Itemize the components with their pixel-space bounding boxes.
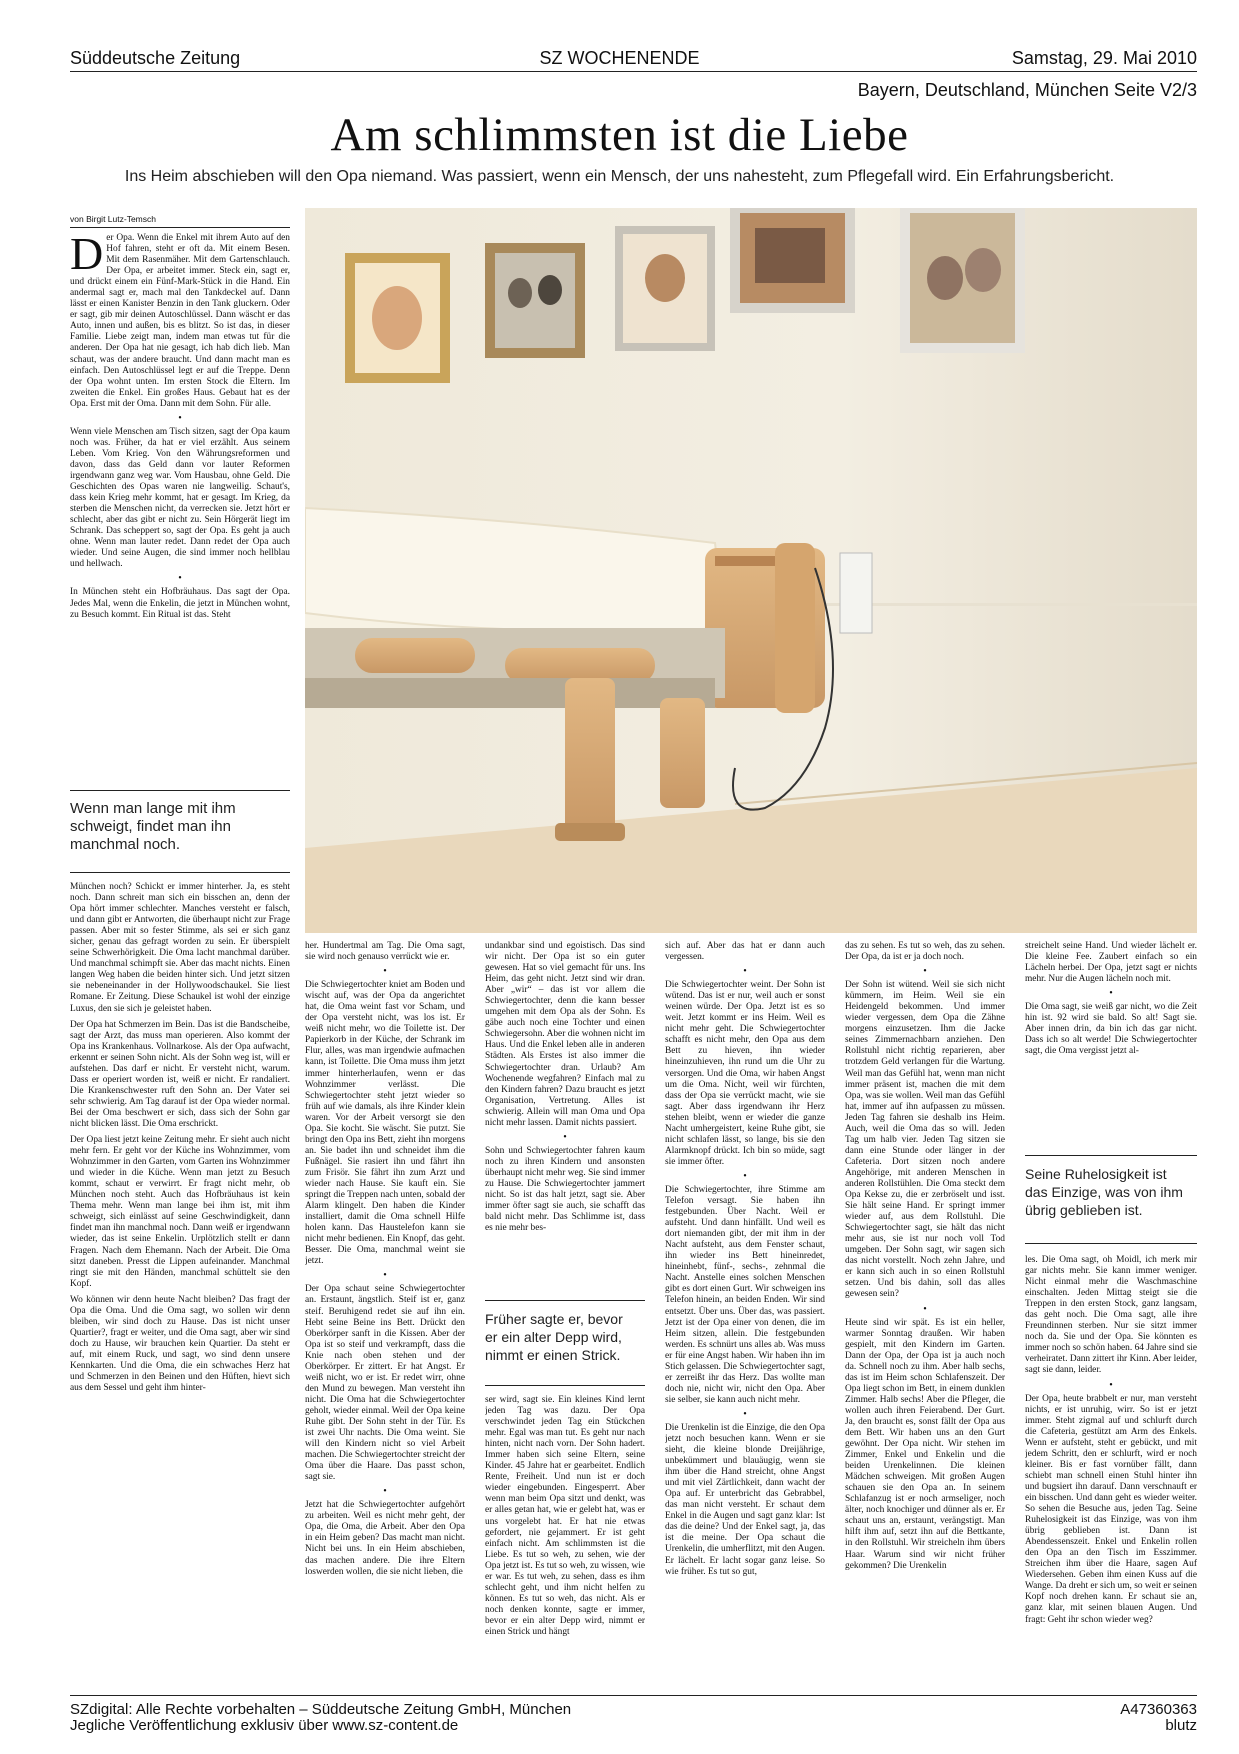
issue-date: Samstag, 29. Mai 2010 (1011, 48, 1197, 68)
paragraph: Der Opa liest jetzt keine Zeitung mehr. Er sieht auch nicht mehr fern. Er geht vor der Küche ins Wohnzimmer, vom Wohnzimmer in den Garten, vom Garten ins Wohnzimmer und wieder in die Küche. Wenn man jetzt zu Besuch kommt, schaut er verwirrt. Er fragt nicht mehr, ob München noch steht. Auch das Hofbräuhaus ist kein Thema mehr. Wenn man lange bei ihm ist, mit ihm schweigt, sich einlässt auf seine Geschwindigkeit, dann findet man ihn manchmal noch. Dann weiß er irgendwann wieder, das ist seine Enkelin. Urplötzlich stellt er dann Fragen. Nach dem Ehemann. Nach der Arbeit. Die Oma sitzt daneben. Presst die Lippen aufeinander. Manchmal ringt sie mit den Händen, manchmal schüttelt sie den Kopf. (70, 1135, 290, 1289)
paragraph: das zu sehen. Es tut so weh, das zu sehen. Der Opa, da ist er ja doch noch. (845, 941, 1005, 963)
paragraph: undankbar sind und egoistisch. Das sind wir nicht. Der Opa ist so ein guter gewesen. Hat so viel gemacht für uns. Ins Heim, das geht nicht. Jetzt sind wir dran. Aber „wir“ – das ist vor allem die Schwiegertochter, denn die kann besser umgehen mit dem Opa als der Sohn. Es gäbe auch noch eine Tochter und einen Schwiegersohn. Aber die wohnen nicht im Haus. Und die Enkel leben alle in anderen Städten. Als Erstes ist also immer die Schwiegertochter dran. Urlaub? Am Wochenende wegfahren? Einfach mal zu den Kindern fahren? Dazu braucht es jetzt Organisation, Vertretung. Alles ist schwierig. Allein will man Oma und Opa nicht mehr lassen. Damit nichts passiert. (485, 941, 645, 1128)
pull-quote-rule-bottom (70, 872, 290, 873)
section-dot: • (563, 1131, 567, 1143)
column-6-top (1025, 941, 1197, 1146)
section-dot: • (923, 1303, 927, 1315)
paragraph: Wenn viele Menschen am Tisch sitzen, sagt der Opa kaum noch was. Früher, da hat er viel erzählt. Aus seinem Leben. Vom Krieg. Von den Währungsreformen und davon, dass das Geld dann vor lauter Reformen irgendwann ganz weg war. Vom Hausbau, ohne Geld. Die Geschichten des Opas waren nie langweilig. Schaut's, dass kein Krieg mehr kommt, hat er gesagt. Im Krieg, da sterben die Menschen nicht, da verrecken sie. Jetzt hört er schlecht, aber das gibt er nicht zu. Sein Hörgerät liegt im Schrank. Das scheppert so, sagt der Opa. Es geht ja auch ohne. Wenn man lauter redet. Dann redet der Opa auch wieder. Und seine Augen, die sind immer noch hellblau und hellwach. (70, 426, 290, 570)
section-dot: • (178, 573, 182, 585)
section-dot: • (743, 1408, 747, 1420)
bed-room-photo (305, 208, 1197, 933)
section-dot: • (178, 412, 182, 424)
column-6-bottom (1025, 1255, 1197, 1685)
paragraph: Der Opa hat Schmerzen im Bein. Das ist die Bandscheibe, sagt der Arzt, das muss man operieren. Also kommt der Opa ins Krankenhaus. Vollnarkose. Als der Opa aufwacht, erkennt er seinen Sohn nicht. Als der Sohn weg ist, will er aufstehen. Das darf er nicht. Er versteht nicht, warum. Dass er operiert worden ist, weiß er nicht. Er randaliert. Die Krankenschwester ruft den Sohn an. Der Vater sei sehr schwierig. Am Tag darauf ist der Opa wieder normal. Bei der Oma beschwert er sich, dass sich der Sohn gar nicht blicken lässt. Die Oma erschrickt. (70, 1019, 290, 1129)
picture-frame-2 (485, 243, 585, 358)
picture-frame-4 (730, 208, 855, 313)
author-code: blutz (1165, 1717, 1197, 1734)
section-dot: • (923, 966, 927, 978)
paragraph: er Opa. Wenn die Enkel mit ihrem Auto auf den Hof fahren, steht er oft da. Mit einem Besen. Mit dem Rasenmäher. Mit dem Gartenschlauch. Der Opa, er arbeitet immer. Steck ein, sagt er, und drückt einem ein Fünf-Mark-Stück in die Hand. Ein andermal sagt er, mach mal den Tankdeckel auf. Dann lässt er einen Kanister Benzin in den Tank gluckern. Oder er sagt, gib mir deinen Autoschlüssel. Dann wäscht er das Auto, innen und außen, bis es blitzt. So ist das, in dieser Familie. Liebe zeigt man, indem man etwas tut für die anderen. Der Opa hat nie gesagt, ich hab dich lieb. Man schaut, was der andere braucht. Und dann macht man es einfach. Den Autoschlüssel legt er auf die Treppe. Denn der Opa wohnt unten. Im ersten Stock die Eltern. Im zweiten die Enkel. Ein großes Haus. Gebaut hat es der Opa. Erst mit der Oma. Dann mit dem Sohn. Für alle. (70, 233, 290, 409)
paragraph: Die Urenkelin ist die Einzige, die den Opa jetzt noch besuchen kann. Wenn er sie sieht, die kleine blonde Dreijährige, unbekümmert und blauäugig, wenn sie ihm über die Hand streicht, ohne Angst und mit viel Zärtlichkeit, dann wacht der Opa auf. Er unterbricht das Gebrabbel, das man nicht versteht. Er schaut dem Enkel in die Augen und sagt ganz klar: Ist das die deine? Und der Enkel sagt, ja, das ist die meine. Der Opa schaut die Urenkelin, die umherflitzt, mit den Augen. Er lächelt. Er lacht sogar ganz leise. So wie früher. Es tut so gut, (665, 1422, 825, 1577)
column-5 (845, 941, 1005, 1686)
paragraph: les. Die Oma sagt, oh Moidl, ich merk mir gar nichts mehr. Sie kann immer weniger. Nicht einmal mehr die Waschmaschine einschalten. Jeden Mittag steigt sie die Treppen in den ersten Stock, ganz langsam, das geht noch. Die Oma sagt, alle ihre Freundinnen sterben. Nur sie sitzt immer noch da. Sie und der Opa. Sie könnten es immer noch so schön haben. 64 Jahre sind sie verheiratet. Dann zittert ihr Kinn. Aber leider, sagt sie dann, leider. (1025, 1255, 1197, 1376)
article-title: Am schlimmsten ist die Liebe (330, 109, 909, 161)
column-4 (665, 941, 825, 1686)
header-rule (70, 71, 1197, 72)
column-3-bottom (485, 1395, 645, 1685)
newspaper-name: Süddeutsche Zeitung (70, 48, 241, 68)
paragraph: In München steht ein Hofbräuhaus. Das sagt der Opa. Jedes Mal, wenn die Enkelin, die jetzt in München wohnt, zu Besuch kommt. Ein Ritual ist das. Steht (70, 587, 290, 620)
column-3-top (485, 941, 645, 1286)
section-dot: • (383, 966, 387, 978)
footer-rights: SZdigital: Alle Rechte vorbehalten – Süddeutsche Zeitung GmbH, München (70, 1701, 572, 1718)
picture-frame-3 (615, 226, 715, 351)
paragraph: Der Sohn ist wütend. Weil sie sich nicht kümmern, im Heim. Weil sie ein Heidengeld bekommen. Und immer wieder vergessen, dem Opa die Zähne morgens einzusetzen. Ihm die Jacke seines Zimmernachbarn anziehen. Den Rollstuhl nicht richtig reparieren, aber trotzdem Geld verlangen für die Wartung. Weil man das Gefühl hat, wenn man nicht immer präsent ist, machen die mit dem Opa, was sie wollen. Weil man das Gefühl hat, immer auf ihn aufpassen zu müssen. Jeden Tag fahren sie deshalb ins Heim. Auch, weil die Oma das so will. Jeden Tag um halb vier. Jeden Tag sitzen sie dann eine Stunde oder länger in der Cafeteria. Dort sitzen noch andere Angehörige, mit anderen Menschen in anderen Rollstühlen. Die Oma steckt dem Opa Kekse zu, die er zerbröselt und isst. Sie hält seine Hand. Er springt immer wieder auf, aus dem Rollstuhl. Die Schwiegertochter sagt, sie hält das nicht mehr aus, sie ist nur noch voll Tod umgeben. Der Sohn sagt, wir sagen sich das nicht vorstellt. Noch zehn Jahre, und er kann sich auch in so einen Rollstuhl setzen. Und bis dahin, soll das alles gewesen sein? (845, 980, 1005, 1300)
section-dot: • (383, 1486, 387, 1498)
section-name: SZ WOCHENENDE (539, 48, 700, 68)
paragraph: München noch? Schickt er immer hinterher. Ja, es steht noch. Dann schreit man sich ein bisschen an, denn der Opa hört immer schlechter. Manches versteht er falsch, und dann gibt er Antworten, die überhaupt nicht zur Frage passen. Aber mit so fester Stimme, als sei er sich ganz sicher, genau das gefragt worden zu sein. Er überspielt seine Schwerhörigkeit. Die Oma lacht manchmal darüber. Und manchmal schimpft sie. Aber das macht nichts. Einen langen Weg haben die beiden hinter sich. Und jetzt sitzen sie nebeneinander in der Hollywoodschaukel. Sie liest Romane. Er Zeitung. Diese Schaukel ist wohl der einzige Luxus, den sie sich je geleistet haben. (70, 882, 290, 1014)
paragraph: Sohn und Schwiegertochter fahren kaum noch zu ihren Kindern und ansonsten überhaupt nicht mehr weg. Sie sind immer zu Hause. Die Schwiegertochter jammert nicht. So ist das halt jetzt, sagt sie. Aber immer öfter sagt sie auch, sie schafft das bald nicht mehr. Das Schlimme ist, dass es nie mehr bes- (485, 1145, 645, 1234)
paragraph: streichelt seine Hand. Und wieder lächelt er. Die kleine Fee. Zaubert einfach so ein Lächeln herbei. Der Opa, jetzt sagt er nichts mehr. Nur die Augen lächeln noch mit. (1025, 941, 1197, 985)
footer-exclusive: Jegliche Veröffentlichung exklusiv über www.sz-content.de (70, 1717, 459, 1734)
section-dot: • (743, 1170, 747, 1182)
pull-quote-rule-top (70, 790, 290, 791)
pull-quote: Früher sagte er, bevor er ein alter Depp wird, nimmt er einen Strick. (485, 1311, 623, 1363)
paragraph: Wo können wir denn heute Nacht bleiben? Das fragt der Opa die Oma. Und die Oma sagt, wo sollen wir denn bleiben, wir sind doch zu Hause. Das ist nicht unser Quartier?, fragt er weiter, und die Oma sagt, aber wir sind doch zu Hause, wir brauchen kein Quartier. Da steht er auf, mit einem Ruck, und sagt, wo sind denn unsere Kennkarten. Und die Oma, die ein schwaches Herz hat und Schmerzen in den Beinen und den Hüften, hievt sich aus dem Sessel und geht ihm hinter- (70, 1294, 290, 1394)
pull-quote-rule-top (1025, 1155, 1197, 1156)
paragraph: Der Opa schaut seine Schwiegertochter an. Erstaunt, ängstlich. Steif ist er, ganz steif. Beruhigend redet sie auf ihn ein. Hebt seine Beine ins Bett. Drückt den Oberkörper sanft in die Kissen. Aber der Opa ist so steif und verkrampft, dass die Knie nach oben stehen und der Oberkörper. Er zittert. Er hat Angst. Er weiß nicht, wo er ist. Er redet wirr, ohne den Mund zu bewegen. Man versteht ihn nicht. Die Oma hat die Schwiegertochter geholt, wieder einmal. Weil der Opa keine Ruhe gibt. Der Sohn steht in der Tür. Es ist zwei Uhr nachts. Die Oma weint. Sie will den Kindern nicht so viel Arbeit machen. Die Schwiegertochter streicht der Oma über die Haare. Das passt schon, sagt sie. (305, 1284, 465, 1483)
section-dot: • (1109, 988, 1113, 1000)
paragraph: Jetzt hat die Schwiegertochter aufgehört zu arbeiten. Weil es nicht mehr geht, der Opa, die Oma, die Arbeit. Aber den Opa in ein Heim geben? Das macht man nicht. Nicht bei uns. In ein Heim abschieben, das machen andere. Die ihre Eltern loswerden wollen, die sie nicht lieben, die (305, 1500, 465, 1577)
paragraph: Die Schwiegertochter weint. Der Sohn ist wütend. Das ist er nur, weil auch er sonst weinen würde. Der Opa. Jetzt ist es so weit. Jetzt kommt er ins Heim. Weil es nicht mehr geht. Die Schwiegertochter schafft es nicht mehr, den Opa aus dem Bett zu hieven, ihn wieder hineinzuhieven, ihn rund um die Uhr zu versorgen. Und die Oma, wir haben Angst um die Oma. Nicht, weil wir fürchten, dass der Opa sie verrückt macht, wie sie sagt. Aber dass irgendwann ihr Herz stehen bleibt, wenn er wieder die ganze Nacht umhergeistert, keine Ruhe gibt, sie nicht schlafen lässt, so lange, bis sie den Alarmknopf drückt. Ich bin so müde, sagt sie immer öfter. (665, 980, 825, 1167)
column-1-top (70, 233, 290, 781)
paragraph: Die Oma sagt, sie weiß gar nicht, wo die Zeit hin ist. 92 wird sie bald. So alt! Sagt sie. Aber innen drin, da bin ich das gar nicht. Dass ich so alt werde! Die Schwiegertochter sagt, die Oma vergisst jetzt al- (1025, 1002, 1197, 1057)
pull-quote: Wenn man lange mit ihm schweigt, findet man ihn manchmal noch. (70, 800, 236, 853)
column-1-bottom (70, 882, 290, 1682)
paragraph: Der Opa, heute brabbelt er nur, man versteht nichts, er ist unruhig, wirr. So ist er jetzt immer. Steht zigmal auf und schlurft durch die Cafeteria, gestützt am Arm des Enkels. Wenn er aufsteht, steht er gebückt, und mit jedem Schritt, den er schlurft, wird er noch kleiner. Bis er fast vornüber fällt, dann schiebt man schnell einen Stuhl hinter ihn und bugsiert ihn darauf. Dann verschnauft er ein bisschen. Und dann geht es wieder weiter. So sehen die Besuche aus, jeden Tag. Seine Ruhelosigkeit ist das Einzige, was von ihm übrig geblieben ist. Dann ist Abendessenszeit. Enkel und Enkelin rollen den Opa an den Tisch im Esszimmer. Streichen ihm über die Haare, sagen Auf Wiedersehen. Geben ihm einen Kuss auf die Wange. Da dreht er sich um, so weit er seinen Kopf noch drehen kann. Er schaut sie an, ganz klar, mit seinen blauen Augen. Und fragt: Geht ihr schon wieder weg? (1025, 1393, 1197, 1625)
author-byline: von Birgit Lutz-Temsch (70, 214, 156, 224)
paragraph: Die Schwiegertochter, ihre Stimme am Telefon versagt. Sie haben ihn festgebunden. Über Nacht. Weil er aufsteht. Und dann hinfällt. Und weil es dort niemanden gibt, der mit ihm in der Nacht aufsteht, aus dem Fenster schaut, ihn wieder ins Bett hineinredet, hineinhebt, fünf-, sechs-, zehnmal die Nacht. Anstelle eines solchen Menschen gibt es dort einen Gurt. Wir schweigen ins Telefon hinein, an beiden Enden. Wir sind entsetzt. Über uns. Über das, was passiert. Jetzt ist der Opa einer von denen, die im Heim sitzen, allein. Die festgebunden werden. Es schnürt uns alles ab. Was muss er für eine Angst haben. Wir haben ihn im Stich gelassen. Die Schwiegertochter sagt, er zerreißt ihr das Herz. Das wollte man doch nie, nicht wir, nicht den Opa. Aber sie selber, sie kann auch nicht mehr. (665, 1184, 825, 1405)
picture-frame-5 (900, 208, 1025, 353)
pull-quote-rule-bottom (1025, 1243, 1197, 1244)
pull-quote: Seine Ruhelosigkeit ist das Einzige, was von ihm übrig geblieben ist. (1025, 1166, 1183, 1218)
article-photo (305, 208, 1197, 933)
drop-cap: D (70, 233, 104, 279)
page-region: Bayern, Deutschland, München Seite V2/3 (857, 80, 1197, 100)
paragraph: ser wird, sagt sie. Ein kleines Kind lernt jeden Tag was dazu. Der Opa verschwindet jeden Tag ein Stückchen mehr. Egal was man tut. Es geht nur nach hinten, nicht nach vorn. Der Sohn hadert. Immer haben sich seine Eltern, seine Kinder. 45 Jahre hat er gearbeitet. Endlich Rente, Freiheit. Und nun ist er doch wieder eingebunden. Eingesperrt. Aber wenn man beim Opa sitzt und denkt, was er alles getan hat, wie er gelebt hat, was er uns vorgelebt hat. Er hat nie etwas gefordert, nie gejammert. Er ist geht einfach nicht. Am schlimmsten ist die Liebe. Es tut so weh, zu sehen, wie der Opa jetzt ist. Es tut so weh, zu wissen, wie er war. Es tut weh, zu sehen, dass es ihm schlecht geht, und ihm nicht helfen zu können. Es tut so weh, das nicht. Als er noch denken konnte, sagte er immer, bevor er ein alter Depp wird, nimmt er einen Strick und hängt (485, 1395, 645, 1637)
paragraph: Die Schwiegertochter kniet am Boden und wischt auf, was der Opa da angerichtet hat, die Oma weint fast vor Scham, und der Opa versteht nicht, was los ist. Er weiß nicht mehr, wo die Toilette ist. Der Papierkorb in der Küche, der Schrank im Flur, alles, was man irgendwie aufmachen kann, ist Toilette. Die Oma muss ihm jetzt immer hinterherlaufen, wenn er das Wohnzimmer verlässt. Die Schwiegertochter steht jetzt wieder so früh auf wie damals, als ihre Kinder klein waren. Vor der Arbeit versorgt sie den Opa. Sie kocht. Sie wäscht. Sie putzt. Sie bringt den Opa ins Bett, zieht ihn morgens an. Sie badet ihn und schneidet ihm die Fußnägel. Sie rasiert ihn und fährt ihn zum Frisör. Sie fährt ihn zum Arzt und wieder nach Hause. Sie kauft ein. Sie springt die Treppen nach unten, sobald der Alarm klingelt. Den haben die Kinder installiert, damit die Oma schnell Hilfe holen kann. Das Haustelefon kann sie nicht mehr bedienen. Ein Knopf, das geht. Besser. Die Oma, manchmal weint sie jetzt. (305, 980, 465, 1267)
section-dot: • (383, 1270, 387, 1282)
paragraph: her. Hundertmal am Tag. Die Oma sagt, sie wird noch genauso verrückt wie er. (305, 941, 465, 963)
pull-quote-rule-top (485, 1300, 645, 1301)
section-dot: • (1109, 1379, 1113, 1391)
paragraph: Heute sind wir spät. Es ist ein heller, warmer Sonntag draußen. Wir haben gespielt, mit den Kindern im Garten. Dann der Opa, der Opa ist ja auch noch da. Schnell noch zu ihm. Aber halb sechs, das ist im Heim schon Schlafenszeit. Der Opa liegt schon im Bett, in einem dunklen Zimmer. Halb sechs! Aber die Pfleger, die wollen auch ihren Feierabend. Der Gurt. Ja, den braucht es, sonst fällt der Opa aus dem Bett. Wir haben uns an den Gurt gewöhnt. Der Opa nicht. Wir stehen im Zimmer, Enkel und Enkelin und die beiden Urenkelinnen. Die kleinen Mädchen schweigen. Mit großen Augen schauen sie den Opa an. In seinem Schlafanzug ist er noch armseliger, noch älter, noch knochiger und dünner als er. Er schaut uns an, erstaunt, verängstigt. Man hilft ihm auf, setzt ihn auf die Bettkante, in den Rollstuhl. Wir streicheln ihm übers Haar. Warum sind wir nicht früher gekommen? Die Urenkelin (845, 1317, 1005, 1571)
pull-quote-rule-bottom (485, 1385, 645, 1386)
footer-rule (70, 1695, 1197, 1696)
byline-rule (70, 227, 290, 228)
section-dot: • (743, 966, 747, 978)
document-id: A47360363 (1120, 1701, 1197, 1718)
article-subtitle: Ins Heim abschieben will den Opa niemand. Was passiert, wenn ein Mensch, der uns nahesteht, zum Pflegefall wird. Ein Erfahrungsbericht. (124, 168, 1115, 185)
paragraph: sich auf. Aber das hat er dann auch vergessen. (665, 941, 825, 963)
picture-frame-1 (345, 253, 450, 383)
column-2 (305, 941, 465, 1686)
